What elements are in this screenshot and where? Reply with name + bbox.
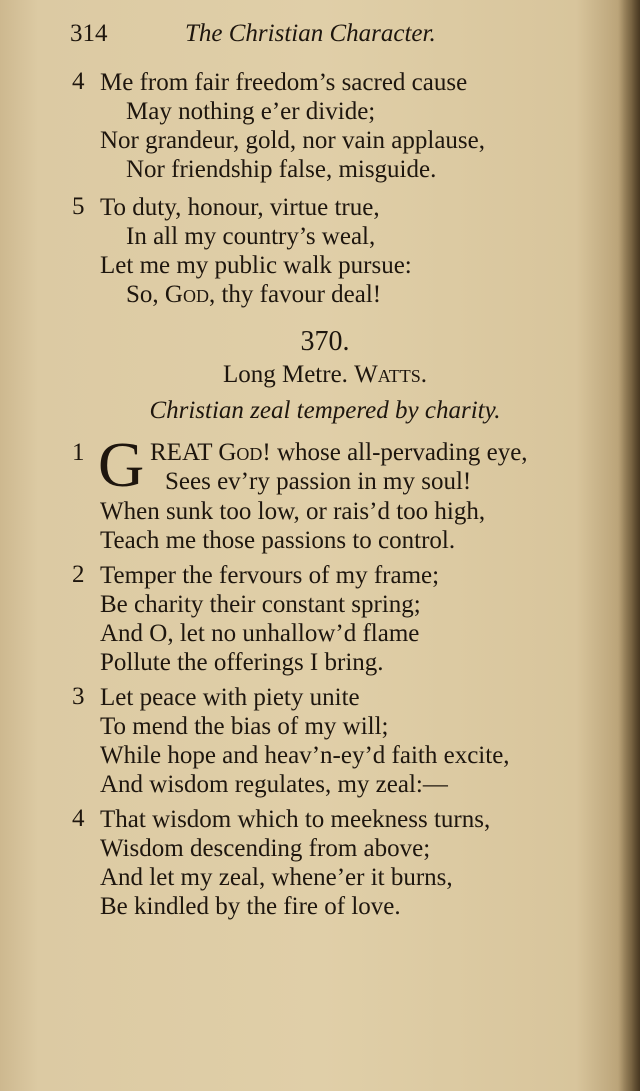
verse-line: To mend the bias of my will; <box>100 713 389 740</box>
verse-line: So, God, thy favour deal! <box>126 281 382 308</box>
verse-line: Teach me those passions to control. <box>100 527 456 554</box>
verse-line: Let peace with piety unite <box>100 684 360 711</box>
verse-line: Pollute the offerings I bring. <box>100 649 384 676</box>
verse-line: Nor grandeur, gold, nor vain applause, <box>100 127 485 154</box>
verse-line: Me from fair freedom’s sacred cause <box>100 69 468 96</box>
verse-line: And let my zeal, whene’er it burns, <box>100 864 453 891</box>
hymn-metre: Long Metre. Watts. <box>222 361 428 388</box>
hymn-subject: Christian zeal tempered by charity. <box>149 397 501 424</box>
verse-line: Let me my public walk pursue: <box>100 252 412 279</box>
verse-number: 4 <box>72 805 85 832</box>
verse-line: While hope and heav’n-ey’d faith excite, <box>100 742 510 769</box>
hymn-number: 370. <box>300 326 350 357</box>
page-number: 314 <box>70 20 108 47</box>
verse-line: Be kindled by the fire of love. <box>100 893 401 920</box>
verse-number: 3 <box>72 683 85 710</box>
verse-line: And O, let no unhallow’d flame <box>100 620 420 647</box>
page-gutter-shadow <box>618 0 640 1091</box>
verse-number: 2 <box>72 561 85 588</box>
verse-number: 1 <box>72 439 85 466</box>
drop-cap: G <box>98 429 145 500</box>
verse-line: Temper the fervours of my frame; <box>100 562 440 589</box>
verse-line: Be charity their constant spring; <box>100 591 421 618</box>
verse-line: And wisdom regulates, my zeal:— <box>100 771 448 798</box>
verse-line: Nor friendship false, misguide. <box>126 156 437 183</box>
verse-line: May nothing e’er divide; <box>126 98 376 125</box>
running-head: The Christian Character. <box>185 20 436 47</box>
hymn-author: Watts <box>354 361 421 388</box>
verse-number: 4 <box>72 68 85 95</box>
verse-line: Sees ev’ry passion in my soul! <box>165 468 472 495</box>
verse-line: Wisdom descending from above; <box>100 835 431 862</box>
verse-line: REAT God! whose all-pervading eye, <box>150 439 528 466</box>
verse-line: To duty, honour, virtue true, <box>100 194 380 221</box>
verse-line: That wisdom which to meekness turns, <box>100 806 491 833</box>
page-header <box>70 20 550 54</box>
verse-number: 5 <box>72 193 85 220</box>
verse-line: When sunk too low, or rais’d too high, <box>100 498 486 525</box>
verse-line: In all my country’s weal, <box>126 223 376 250</box>
